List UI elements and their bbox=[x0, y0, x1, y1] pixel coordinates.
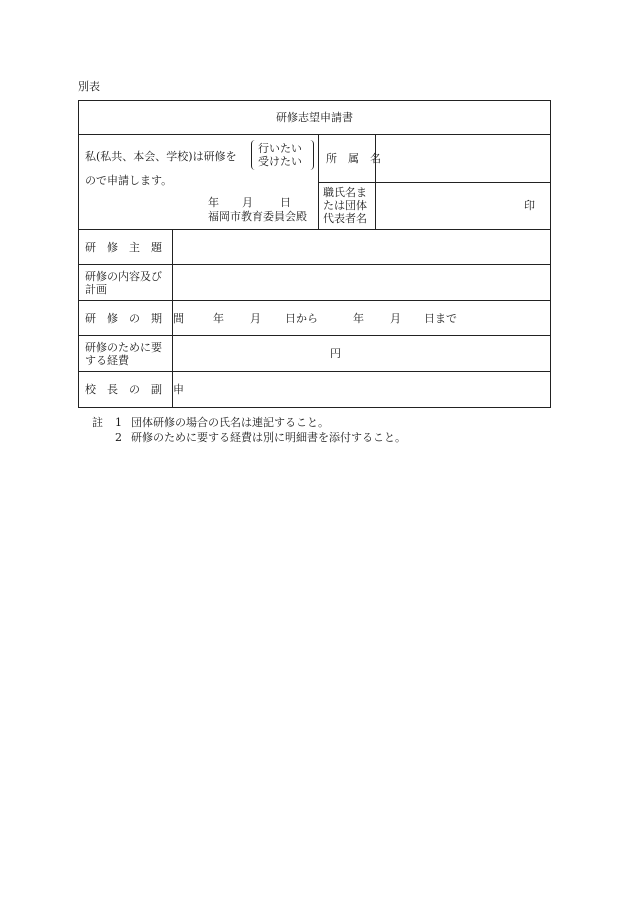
statement-suffix: ので申請します。 bbox=[85, 174, 173, 187]
table-border-bottom bbox=[78, 407, 551, 408]
option-want-to-receive: 受けたい bbox=[258, 155, 302, 168]
date-year: 年 bbox=[208, 196, 219, 209]
note2-text: 研修のために要する経費は別に明細書を添付すること。 bbox=[131, 431, 406, 444]
form-title: 研修志望申請書 bbox=[276, 111, 353, 124]
note2-number: 2 bbox=[115, 431, 122, 444]
period-to-day: 日まで bbox=[424, 312, 457, 325]
table-border-top bbox=[78, 100, 551, 101]
content-field[interactable] bbox=[173, 265, 550, 300]
affiliation-field[interactable] bbox=[376, 135, 550, 182]
annex-label: 別表 bbox=[78, 80, 100, 93]
table-border-left bbox=[78, 100, 79, 408]
principal-field[interactable] bbox=[173, 372, 550, 407]
name-label-line3: 代表者名 bbox=[323, 212, 367, 225]
period-from-year: 年 bbox=[213, 312, 224, 325]
date-day: 日 bbox=[280, 196, 291, 209]
notes-prefix: 註 bbox=[92, 416, 103, 429]
theme-label: 研 修 主 題 bbox=[85, 241, 162, 254]
content-label-line2: 計画 bbox=[85, 283, 107, 296]
name-label-line2: たは団体 bbox=[323, 199, 367, 212]
cost-field[interactable] bbox=[173, 336, 550, 371]
content-label-line1: 研修の内容及び bbox=[85, 270, 162, 283]
date-month: 月 bbox=[242, 196, 253, 209]
period-to-month: 月 bbox=[390, 312, 401, 325]
period-from-day: 日から bbox=[285, 312, 318, 325]
cost-unit: 円 bbox=[330, 347, 341, 360]
name-label-line1: 職氏名ま bbox=[323, 186, 367, 199]
principal-label: 校 長 の 副 申 bbox=[85, 383, 184, 396]
table-border-right bbox=[550, 100, 551, 408]
applicant-col-divider bbox=[318, 134, 319, 229]
statement-prefix: 私(私共、本会、学校)は研修を bbox=[85, 150, 237, 163]
note1-text: 団体研修の場合の氏名は連記すること。 bbox=[131, 416, 329, 429]
period-label: 研 修 の 期 間 bbox=[85, 312, 184, 325]
addressee: 福岡市教育委員会殿 bbox=[208, 210, 307, 223]
cost-label-line1: 研修のために要 bbox=[85, 341, 162, 354]
option-want-to-do: 行いたい bbox=[258, 142, 302, 155]
theme-field[interactable] bbox=[173, 230, 550, 264]
content-row-divider bbox=[78, 300, 551, 301]
cost-label-line2: する経費 bbox=[85, 354, 129, 367]
affiliation-label: 所 属 名 bbox=[326, 152, 381, 165]
seal-mark: 印 bbox=[524, 199, 535, 212]
period-from-month: 月 bbox=[250, 312, 261, 325]
note1-number: 1 bbox=[115, 416, 122, 429]
period-to-year: 年 bbox=[353, 312, 364, 325]
